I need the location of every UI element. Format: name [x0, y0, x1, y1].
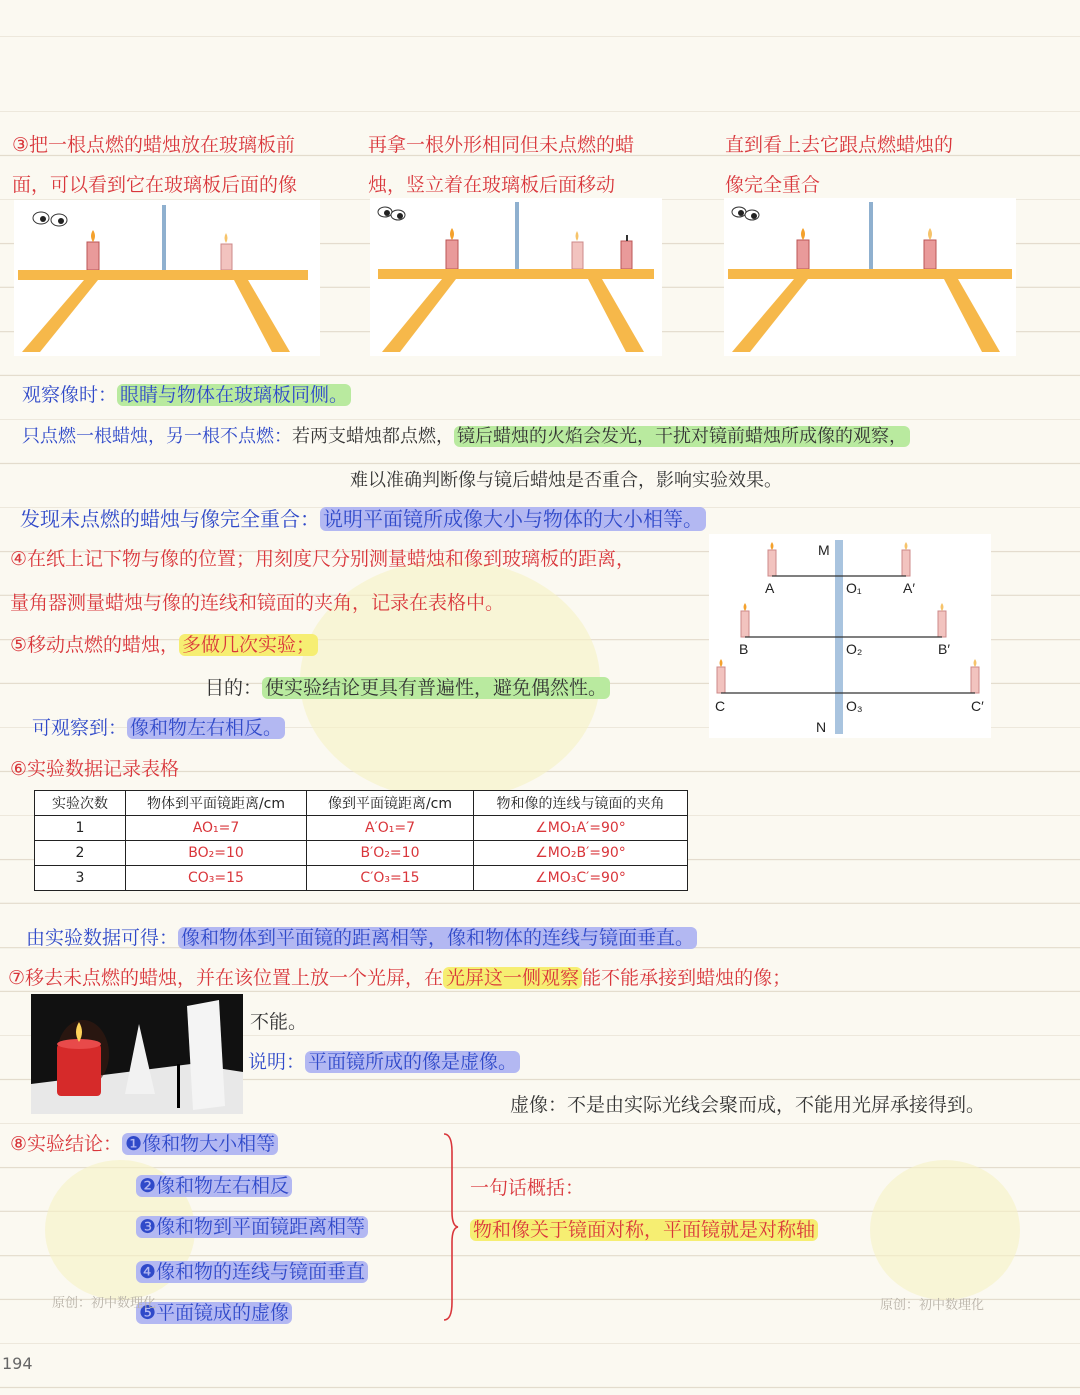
- mirror-symmetry-diagram: [709, 534, 991, 738]
- candle-B-image-icon: [938, 603, 946, 637]
- candle-B-icon: [741, 603, 749, 637]
- step8-item: ❷像和物左右相反: [136, 1175, 292, 1197]
- page-number: 194: [2, 1354, 33, 1373]
- label-A-prime: A′: [903, 580, 915, 596]
- step5-purpose-label: 目的：: [205, 677, 263, 699]
- step5-observed-text: 像和物左右相反。: [127, 717, 285, 739]
- step8-item: ❸像和物到平面镜距离相等: [136, 1216, 368, 1238]
- lit-candle-icon: [446, 228, 458, 269]
- table-cell: ∠MO₂B′=90°: [474, 841, 688, 866]
- illustration-candles-overlap: [724, 198, 1016, 356]
- step3-col3-line1: 直到看上去它跟点燃蜡烛的: [725, 134, 954, 156]
- one-candle-text-b: 镜后蜡烛的火焰会发光，干扰对镜前蜡烛所成像的观察，: [454, 426, 910, 447]
- table-cell: A′O₁=7: [307, 816, 474, 841]
- candle-C-icon: [717, 659, 725, 693]
- table-cell: 3: [35, 866, 126, 891]
- step3-col1-line2: 面，可以看到它在玻璃板后面的像: [12, 174, 298, 196]
- step7-text-c: 能不能承接到蜡烛的像；: [582, 967, 792, 989]
- lit-candle-icon: [797, 228, 809, 269]
- table-cell: 2: [35, 841, 126, 866]
- background-smiley-decoration-right: [870, 1160, 1020, 1300]
- step7-explain-label: 说明：: [248, 1051, 306, 1073]
- candle-C-image-icon: [971, 659, 979, 693]
- observe-label: 观察像时：: [22, 384, 118, 406]
- one-candle-label: 只点燃一根蜡烛，另一根不点燃：: [22, 426, 292, 447]
- curly-brace-icon: [440, 1132, 460, 1322]
- label-N: N: [816, 719, 827, 735]
- one-candle-text-c: 难以准确判断像与镜后蜡烛是否重合，影响实验效果。: [350, 470, 782, 491]
- step8-item: ❹像和物的连线与镜面垂直: [136, 1261, 368, 1283]
- virtual-image-definition: 虚像：不是由实际光线会聚而成，不能用光屏承接得到。: [510, 1094, 986, 1116]
- table-header: 物体到平面镜距离/cm: [126, 791, 307, 816]
- label-O2: O₂: [846, 641, 863, 657]
- label-B-prime: B′: [938, 641, 950, 657]
- step8-summary-line: [470, 1218, 818, 1242]
- illustration-one-candle-lit: [14, 200, 320, 356]
- image-candle-icon: [572, 231, 583, 269]
- table-cell: 1: [35, 816, 126, 841]
- step7-explain-text: 平面镜所成的像是虚像。: [305, 1051, 520, 1073]
- finding-label: 发现未点燃的蜡烛与像完全重合：: [20, 507, 320, 531]
- photo-candle-and-screen: [31, 994, 243, 1114]
- light-screen-icon: [187, 1000, 225, 1110]
- red-candle-icon: [57, 1044, 101, 1096]
- illustration-unlit-candle-moving: [370, 198, 662, 356]
- step4-line2: 量角器测量蜡烛与像的连线和镜面的夹角，记录在表格中。: [10, 592, 505, 614]
- observe-text: 眼睛与物体在玻璃板同侧。: [117, 384, 351, 406]
- step8-summary-text: 物和像关于镜面对称，平面镜就是对称轴: [470, 1219, 818, 1241]
- step7-answer: 不能。: [250, 1011, 308, 1033]
- step5-purpose-text: 使实验结论更具有普遍性，避免偶然性。: [262, 677, 610, 699]
- table-cell: ∠MO₃C′=90°: [474, 866, 688, 891]
- step8-item-row: [136, 1260, 368, 1284]
- step8-item-row: [136, 1174, 292, 1198]
- step5-purpose-line: [205, 676, 610, 700]
- glass-plate: [515, 202, 519, 270]
- table-cell: BO₂=10: [126, 841, 307, 866]
- label-C-prime: C′: [971, 698, 984, 714]
- watermark-right: 原创：初中数理化: [880, 1298, 985, 1313]
- experiment-data-table: [34, 790, 688, 891]
- eyes-icon: [732, 207, 759, 220]
- step3-col2-line1: 再拿一根外形相同但未点燃的蜡: [368, 134, 635, 156]
- data-conclusion-text: 像和物体到平面镜的距离相等，像和物体的连线与镜面垂直。: [178, 927, 697, 949]
- finding-text: 说明平面镜所成像大小与物体的大小相等。: [320, 507, 706, 531]
- candle-A-image-icon: [902, 542, 910, 576]
- step3-col1-line1: ③把一根点燃的蜡烛放在玻璃板前: [12, 134, 296, 156]
- table-header: 像到平面镜距离/cm: [307, 791, 474, 816]
- step3-col2-line2: 烛，竖立着在玻璃板后面移动: [368, 174, 616, 196]
- step5-line: [10, 633, 318, 657]
- step8-line: [10, 1132, 278, 1156]
- lit-candle-icon: [87, 230, 99, 270]
- step7-text-a: ⑦移去未点燃的蜡烛，并在该位置上放一个光屏，在: [8, 967, 444, 989]
- step6-title: ⑥实验数据记录表格: [10, 758, 180, 780]
- step3-col3-line2: 像完全重合: [725, 174, 821, 196]
- glass-plate: [162, 205, 166, 271]
- label-O3: O₃: [846, 698, 863, 714]
- glass-plate: [869, 202, 873, 270]
- step7-text-b: 光屏这一侧观察: [443, 967, 582, 989]
- watermark-left: 原创：初中数理化: [52, 1296, 157, 1311]
- label-B: B: [739, 641, 749, 657]
- step8-item-row: [136, 1215, 368, 1239]
- step5-label: ⑤移动点燃的蜡烛，: [10, 634, 180, 656]
- data-conclusion-line: [26, 926, 697, 950]
- step5-text: 多做几次实验；: [179, 634, 318, 656]
- table-cell: CO₃=15: [126, 866, 307, 891]
- label-A: A: [765, 580, 775, 596]
- step8-item-row: [136, 1301, 292, 1325]
- table-cell: B′O₂=10: [307, 841, 474, 866]
- candle-A-icon: [768, 542, 776, 576]
- table-cell: ∠MO₁A′=90°: [474, 816, 688, 841]
- table-cell: AO₁=7: [126, 816, 307, 841]
- finding-line: [20, 507, 706, 531]
- table-header-row: [35, 791, 688, 816]
- step5-observed-label: 可观察到：: [32, 717, 128, 739]
- label-O1: O₁: [846, 580, 862, 596]
- overlapped-candle-icon: [924, 228, 936, 269]
- eyes-icon: [378, 207, 405, 220]
- step8-item: ❺平面镜成的虚像: [136, 1302, 292, 1324]
- table-header: 实验次数: [35, 791, 126, 816]
- table-header: 物和像的连线与镜面的夹角: [474, 791, 688, 816]
- step7-line: [8, 966, 791, 990]
- data-conclusion-label: 由实验数据可得：: [26, 927, 179, 949]
- label-C: C: [715, 698, 726, 714]
- eyes-icon: [33, 212, 67, 226]
- table-cell: C′O₃=15: [307, 866, 474, 891]
- one-candle-text-a: 若两支蜡烛都点燃，: [292, 426, 454, 447]
- image-candle-icon: [221, 233, 232, 270]
- step8-item: ❶像和物大小相等: [122, 1133, 278, 1155]
- step8-summary-label: 一句话概括：: [470, 1177, 585, 1199]
- table-row: [35, 866, 688, 891]
- unlit-candle-icon: [621, 235, 632, 269]
- observe-line: [22, 383, 351, 407]
- one-candle-line: [22, 425, 910, 449]
- table-row: [35, 841, 688, 866]
- step4-line1: ④在纸上记下物与像的位置；用刻度尺分别测量蜡烛和像到玻璃板的距离，: [10, 548, 636, 570]
- step8-label: ⑧实验结论：: [10, 1133, 123, 1155]
- step7-explain-line: [248, 1050, 520, 1074]
- table-row: [35, 816, 688, 841]
- step5-observed-line: [32, 716, 285, 740]
- label-M: M: [818, 542, 830, 558]
